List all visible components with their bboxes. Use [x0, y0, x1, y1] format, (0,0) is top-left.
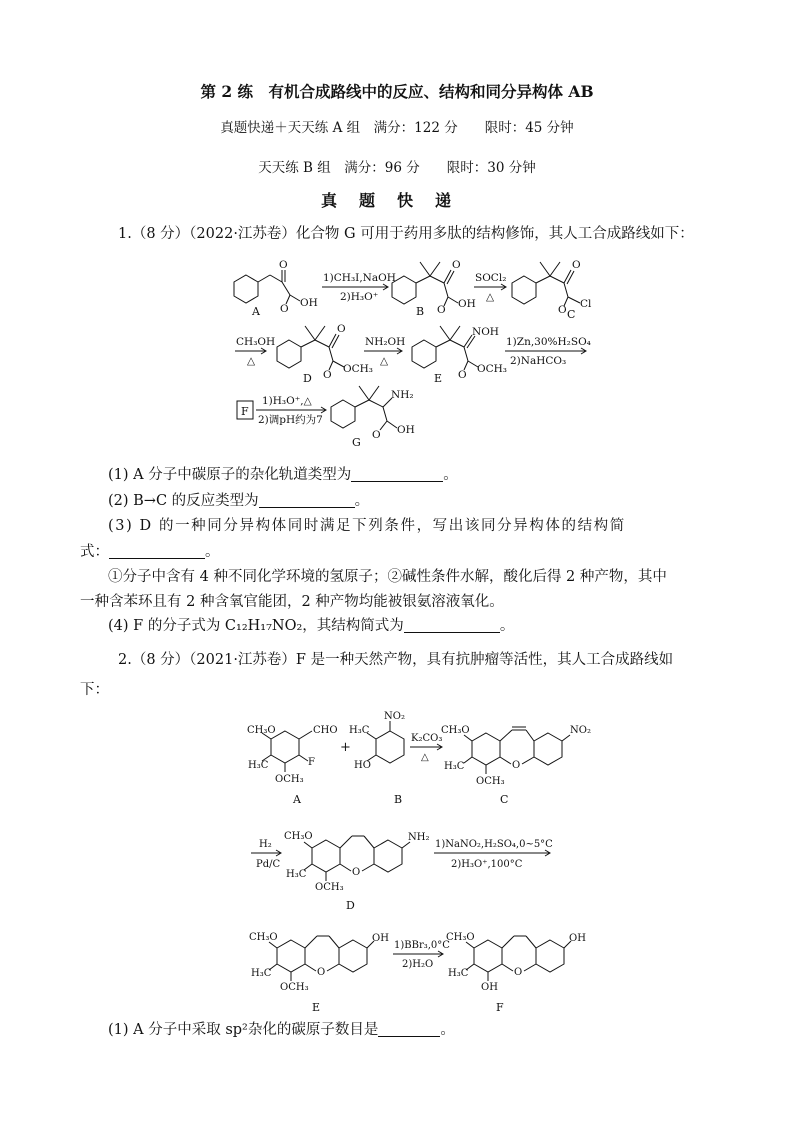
q1-r3-top: CH₃OH	[236, 336, 276, 348]
q2-F-ring1	[474, 940, 502, 972]
q1-E-OCH3: OCH₃	[477, 363, 508, 375]
q1-r4-top: NH₂OH	[365, 336, 406, 348]
q1-C-benzene	[512, 276, 536, 304]
q2-D-ring1	[312, 840, 340, 872]
subtitle-group-b: 天天练 B 组 满分：96 分 限时：30 分钟	[258, 160, 536, 176]
q1-G-benzene	[331, 400, 355, 428]
q2-r4-bot: 2)H₂O	[402, 959, 434, 970]
q1-E-benzene	[412, 340, 436, 368]
q2-r2-bot: Pd/C	[256, 859, 281, 870]
q1-part3-conditions-1: ①分子中含有 4 种不同化学环境的氢原子；②碱性条件水解，酸化后得 2 种产物，其中	[108, 569, 667, 585]
q1-r3-bot: △	[247, 355, 256, 367]
q1-part1-period: 。	[443, 467, 458, 483]
q2-C-CH3O: CH₃O	[441, 725, 470, 736]
q2-label-D: D	[346, 899, 355, 912]
q2-E-OH: OH	[372, 933, 389, 944]
q2-E-ring1	[277, 940, 305, 972]
q1-D-OCH3: OCH₃	[343, 363, 374, 375]
q2-C-ring1	[472, 733, 500, 765]
q1-part3-prefix: 式：	[80, 544, 109, 560]
q2-r1-top: K₂CO₃	[411, 733, 443, 744]
q2-r1-bot: △	[421, 752, 429, 763]
q2-F-O: O	[514, 967, 523, 978]
q1-label-D: D	[303, 372, 312, 385]
q1-label-G: G	[352, 436, 361, 449]
q1-label-C: C	[567, 308, 576, 321]
section-title: 真题快递	[320, 191, 473, 210]
q1-part3-period: 。	[205, 544, 220, 560]
q2-D-ring2	[374, 840, 402, 872]
q2-plus: +	[340, 740, 351, 755]
q2-B-NO2: NO₂	[384, 711, 405, 722]
q2-A-OCH3: OCH₃	[275, 774, 304, 785]
q1-label-B: B	[416, 305, 425, 318]
q2-E-O: O	[317, 967, 326, 978]
q2-F-OH: OH	[569, 933, 586, 944]
answer-blank[interactable]	[404, 618, 500, 634]
q1-r2-bot: △	[486, 291, 495, 303]
q1-part1	[108, 463, 458, 484]
q1-r5-bot: 2)NaHCO₃	[510, 355, 567, 367]
q1-B-O: O	[452, 259, 461, 271]
q1-r6-bot: 2)调pH约为7	[258, 414, 323, 426]
q1-label-F: F	[241, 405, 249, 418]
q1-r6-top: 1)H₃O⁺,△	[262, 395, 312, 407]
q2-A-F: F	[308, 757, 315, 768]
q2-E-CH3O: CH₃O	[249, 932, 278, 943]
q1-G-OH: OH	[397, 424, 415, 436]
q1-part2-text: (2) B→C 的反应类型为	[108, 493, 259, 509]
q2-F-ring2	[536, 940, 564, 972]
q1-G-O: O	[372, 429, 381, 441]
q2-D-O: O	[352, 867, 361, 878]
q2-A-H3C: H₃C	[248, 760, 269, 771]
q2-label-C: C	[500, 793, 509, 806]
q1-part4-text: (4) F 的分子式为 C₁₂H₁₇NO₂，其结构简式为	[108, 618, 404, 634]
q2-C-H3C: H₃C	[444, 761, 465, 772]
q2-B-CH3: H₃C	[349, 725, 370, 736]
q1-part2	[108, 489, 369, 510]
q1-part3-line2	[80, 540, 220, 561]
q1-intro: 1.（8 分）（2022·江苏卷）化合物 G 可用于药用多肽的结构修饰，其人工合成路线如下：	[118, 226, 694, 242]
q2-D-NH2: NH₂	[408, 832, 430, 843]
q1-label-E: E	[434, 372, 443, 385]
q2-F-CH3O: CH₃O	[446, 932, 475, 943]
q1-A-OH: OH	[300, 297, 318, 309]
q1-B-OH: OH	[458, 298, 476, 310]
q2-label-B: B	[394, 793, 403, 806]
q1-r4-bot: △	[380, 355, 389, 367]
q2-E-ring2	[339, 940, 367, 972]
q2-F-OH2: OH	[481, 982, 498, 993]
q1-A-O2: O	[280, 303, 289, 315]
answer-blank[interactable]	[378, 1022, 440, 1038]
page-title: 第 2 练 有机合成路线中的反应、结构和同分异构体 AB	[200, 82, 594, 101]
q2-C-ring2	[534, 733, 562, 765]
q1-C-O2: O	[558, 304, 567, 316]
q2-r3-bot: 2)H₃O⁺,100°C	[451, 859, 523, 870]
q2-B-HO: HO	[354, 760, 371, 771]
q1-part2-period: 。	[354, 493, 370, 509]
q1-D-O: O	[337, 323, 346, 335]
q1-A-O: O	[279, 259, 288, 271]
q2-D-H3C: H₃C	[286, 869, 307, 880]
answer-blank[interactable]	[351, 467, 443, 483]
q1-G-NH2: NH₂	[391, 389, 414, 401]
q1-D-O2: O	[323, 369, 332, 381]
answer-blank[interactable]	[259, 493, 355, 509]
q2-intro-line2: 下：	[80, 682, 109, 698]
q2-A-CH3O: CH₃O	[247, 725, 276, 736]
q1-D-benzene	[277, 340, 301, 368]
q2-r4-top: 1)BBr₃,0°C	[394, 940, 450, 951]
q2-C-OCH3: OCH₃	[476, 776, 505, 787]
q1-r1-top: 1)CH₃I,NaOH	[323, 272, 396, 284]
q1-C-O: O	[572, 259, 581, 271]
q1-B-O2: O	[437, 304, 446, 316]
q2-label-E: E	[312, 1001, 321, 1014]
q1-part4	[108, 614, 514, 635]
q2-label-F: F	[496, 1001, 504, 1014]
q1-r2-top: SOCl₂	[475, 272, 507, 284]
q2-r2-top: H₂	[259, 839, 272, 850]
q1-part4-period: 。	[499, 618, 515, 634]
q1-r5-top: 1)Zn,30%H₂SO₄	[506, 336, 591, 348]
q2-E-H3C: H₃C	[251, 968, 272, 979]
q1-E-NOH: NOH	[472, 326, 499, 338]
q2-part1-period: 。	[440, 1022, 455, 1038]
q2-E-OCH3: OCH₃	[280, 982, 309, 993]
q1-part3-conditions-2: 一种含苯环且有 2 种含氧官能团，2 种产物均能被银氨溶液氧化。	[80, 594, 504, 610]
q2-D-OCH3: OCH₃	[315, 882, 344, 893]
q1-A-benzene	[234, 275, 258, 303]
q1-r1-bot: 2)H₃O⁺	[340, 291, 379, 303]
q1-part3-line1: (3) D 的一种同分异构体同时满足下列条件，写出该同分异构体的结构简	[108, 518, 626, 534]
q2-A-CHO: CHO	[313, 725, 338, 736]
q2-label-A: A	[293, 793, 301, 806]
subtitle-group-a: 真题快递＋天天练 A 组 满分：122 分 限时：45 分钟	[220, 120, 574, 136]
q2-C-O: O	[512, 760, 521, 771]
q2-part1	[108, 1018, 455, 1039]
q2-B-benzene	[376, 731, 404, 763]
q2-part1-text: (1) A 分子中采取 sp²杂化的碳原子数目是	[108, 1022, 379, 1038]
q2-F-H3C: H₃C	[448, 968, 469, 979]
q1-part1-text: (1) A 分子中碳原子的杂化轨道类型为	[108, 467, 352, 483]
q2-intro-line1: 2.（8 分）（2021·江苏卷）F 是一种天然产物，具有抗肿瘤等活性，其人工合成路线如	[118, 652, 674, 668]
q2-r3-top: 1)NaNO₂,H₂SO₄,0~5°C	[435, 839, 553, 850]
q1-E-O: O	[458, 369, 467, 381]
q1-label-A: A	[252, 305, 260, 318]
q2-C-NO2: NO₂	[570, 725, 591, 736]
q1-C-Cl: Cl	[580, 298, 592, 310]
q2-D-CH3O: CH₃O	[284, 831, 313, 842]
answer-blank[interactable]	[109, 544, 205, 560]
